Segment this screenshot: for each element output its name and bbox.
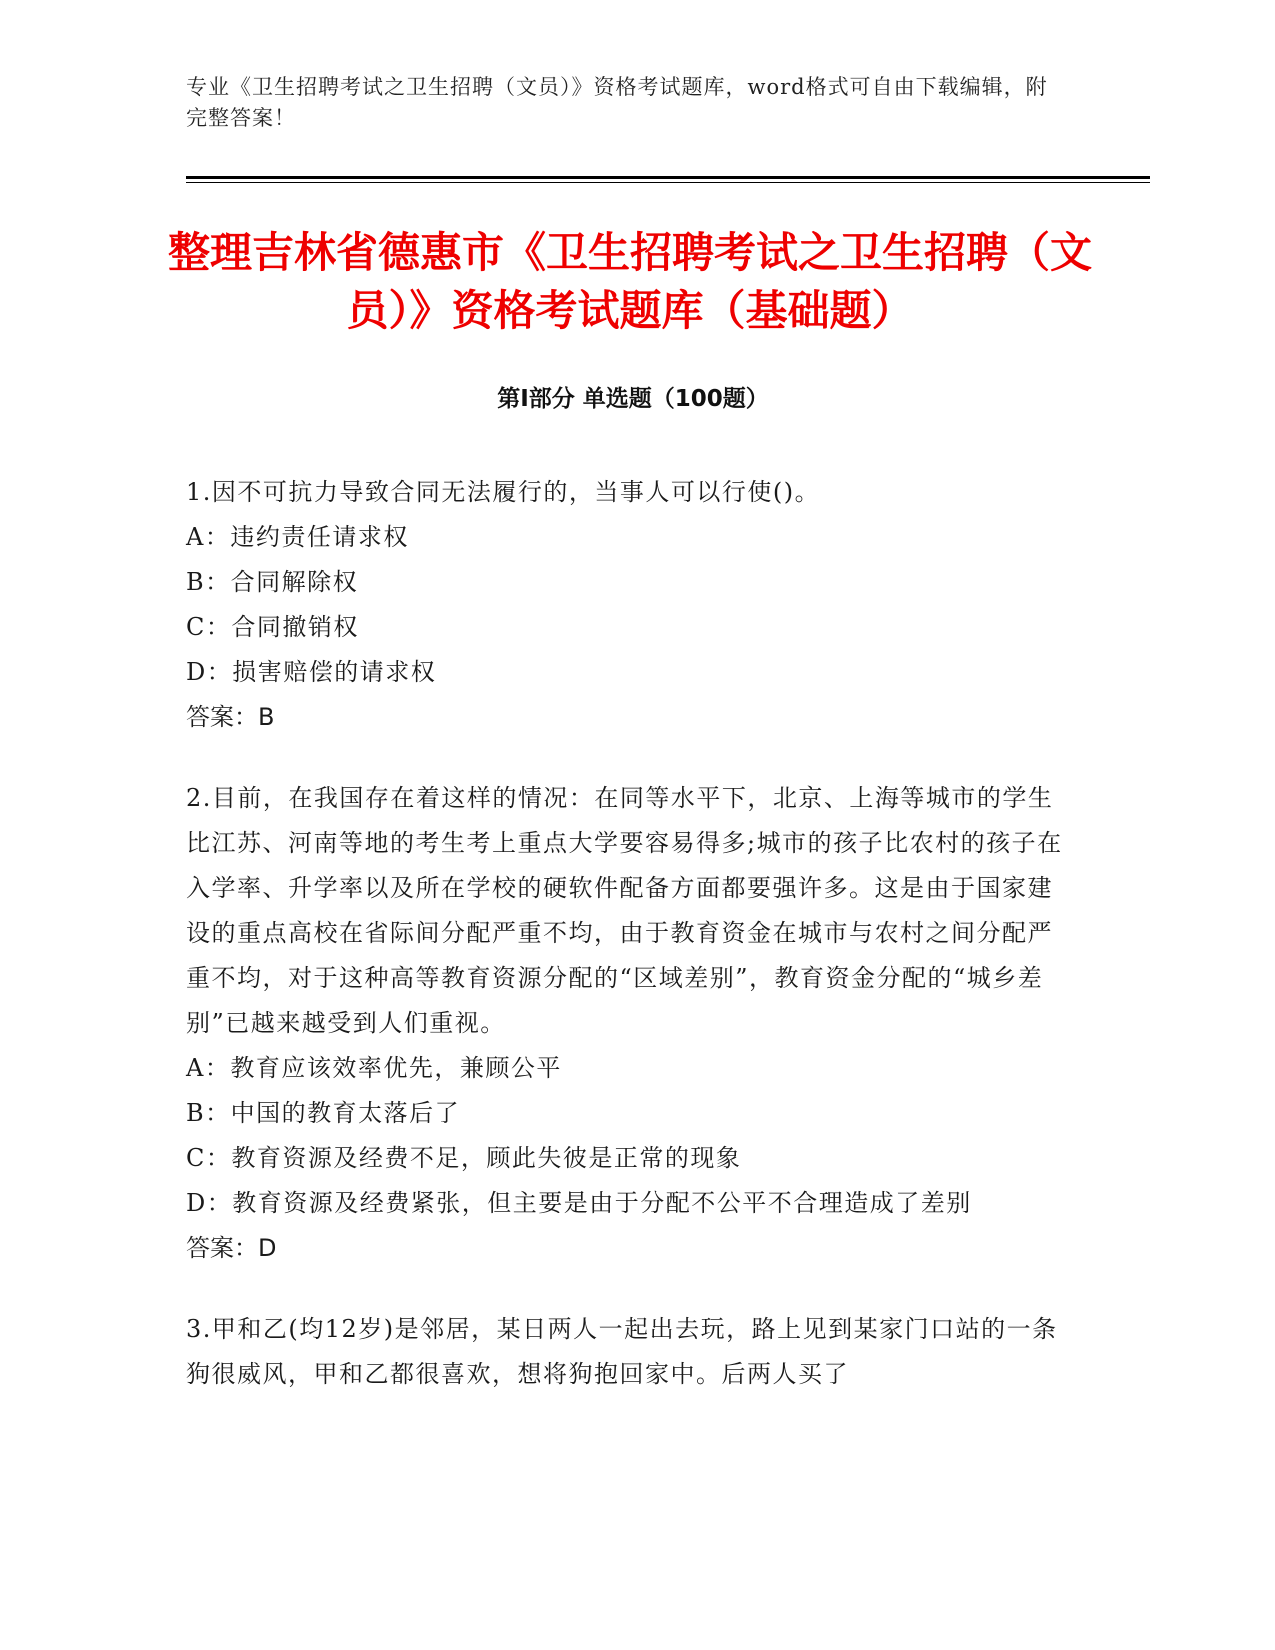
option-c: C：教育资源及经费不足，顾此失彼是正常的现象 (186, 1144, 742, 1172)
header-note: 专业《卫生招聘考试之卫生招聘（文员）》资格考试题库，word格式可自由下载编辑，附完整答案！ (186, 75, 1048, 130)
question-stem: 2.目前，在我国存在着这样的情况：在同等水平下，北京、上海等城市的学生比江苏、河南等地的考生考上重点大学要容易得多;城市的孩子比农村的孩子在入学率、升学率以及所在学校的硬软件配备方面都要强许多。这是由于国家建设的重点高校在省际间分配严重不均，由于教育资金在城市与农村之间分配严重不均，对于这种高等教育资源分配的“区域差别”，教育资金分配的“城乡差别”已越来越受到人们重视。 (186, 784, 1063, 1037)
answer: 答案：B (186, 703, 275, 731)
question-1 (186, 470, 1066, 740)
answer: 答案：D (186, 1234, 277, 1262)
header-divider-thick (186, 176, 1150, 179)
option-d: D：教育资源及经费紧张，但主要是由于分配不公平不合理造成了差别 (186, 1189, 972, 1217)
option-d: D：损害赔偿的请求权 (186, 658, 437, 686)
question-list (186, 470, 1066, 1433)
document-title: 整理吉林省德惠市《卫生招聘考试之卫生招聘（文员）》资格考试题库（基础题） (167, 228, 1092, 335)
option-a: A：教育应该效率优先，兼顾公平 (186, 1054, 562, 1082)
option-b: B：合同解除权 (186, 568, 359, 596)
option-a: A：违约责任请求权 (186, 523, 409, 551)
option-c: C：合同撤销权 (186, 613, 359, 641)
question-stem: 3.甲和乙(均12岁)是邻居，某日两人一起出去玩，路上见到某家门口站的一条狗很威风，甲和乙都很喜欢，想将狗抱回家中。后两人买了 (186, 1315, 1058, 1388)
question-stem: 1.因不可抗力导致合同无法履行的，当事人可以行使()。 (186, 478, 821, 506)
question-3 (186, 1307, 1066, 1397)
header-divider-thin (186, 182, 1150, 183)
option-b: B：中国的教育太落后了 (186, 1099, 461, 1127)
section-title: 第Ⅰ部分 单选题（100题） (497, 386, 769, 412)
question-2 (186, 776, 1066, 1271)
